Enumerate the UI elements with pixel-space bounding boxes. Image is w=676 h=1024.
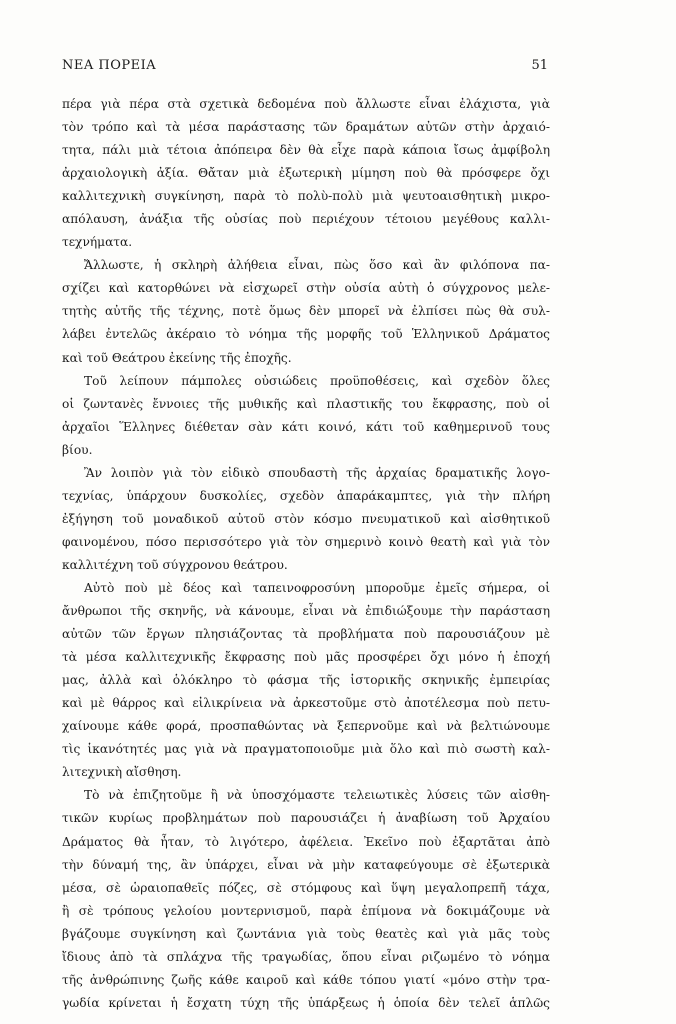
text-line: τὰ μέσα καλλιτεχνικῆς ἔκφρασης ποὺ μᾶς προσφέρει ὄχι μόνο ἡ ἐποχή bbox=[62, 650, 550, 665]
text-line: Τοῦ λείπουν πάμπολες οὐσιώδεις προϋποθέσεις, καὶ σχεδὸν ὅλες bbox=[84, 373, 550, 388]
running-head: ΝΕΑ ΠΟΡΕΙΑ bbox=[62, 58, 157, 73]
text-line: λάβει ἐντελῶς ἀκέραιο τὸ νόημα τῆς μορφῆς τοῦ Ἑλληνικοῦ Δράματος bbox=[62, 327, 550, 342]
page-number: 51 bbox=[531, 58, 548, 73]
text-line: βίου. bbox=[62, 442, 93, 457]
text-line: καλλιτέχνη τοῦ σύγχρονου θεάτρου. bbox=[62, 557, 288, 572]
text-line: λιτεχνικὴ αἴσθηση. bbox=[62, 765, 182, 780]
text-line: τητὴς αὐτῆς τῆς τέχνης, ποτὲ ὅμως δὲν μπορεῖ νὰ ἐλπίσει πὼς θὰ συλ- bbox=[62, 304, 550, 319]
text-line: τικῶν κυρίως προβλημάτων ποὺ παρουσιάζει ἡ ἀναβίωση τοῦ Ἀρχαίου bbox=[62, 811, 550, 826]
text-line: χαίνουμε κάθε φορά, προσπαθώντας νὰ ξεπερνοῦμε καὶ νὰ βελτιώνουμε bbox=[62, 719, 550, 734]
text-line: καὶ μὲ θάρρος καὶ εἰλικρίνεια νὰ ἀρκεστοῦμε στὸ ἀποτέλεσμα ποὺ πετυ- bbox=[62, 696, 550, 711]
text-line: Δράματος θὰ ἦταν, τὸ λιγότερο, ἀφέλεια. Ἐκεῖνο ποὺ ἐξαρτᾶται ἀπὸ bbox=[62, 834, 550, 849]
text-line: τεχνίας, ὑπάρχουν δυσκολίες, σχεδὸν ἀπαράκαμπτες, γιὰ τὴν πλήρη bbox=[62, 488, 550, 503]
text-line: Αὐτὸ ποὺ μὲ δέος καὶ ταπεινοφροσύνη μποροῦμε ἐμεῖς σήμερα, οἱ bbox=[84, 580, 550, 595]
text-line: ἐξήγηση τοῦ μοναδικοῦ αὐτοῦ στὸν κόσμο πνευματικοῦ καὶ αἰσθητικοῦ bbox=[62, 511, 550, 526]
text-line: καὶ τοῦ Θεάτρου ἐκείνης τῆς ἐποχῆς. bbox=[62, 350, 292, 365]
text-line: απόλαυση, ἀνάξια τῆς οὐσίας ποὺ περιέχουν τέτοιου μεγέθους καλλι- bbox=[62, 212, 550, 227]
text-line: πέρα γιὰ πέρα στὰ σχετικὰ δεδομένα ποὺ ἄλλωστε εἶναι ἐλάχιστα, γιὰ bbox=[62, 97, 550, 111]
text-line: τὴν δύναμή της, ἂν ὑπάρχει, εἶναι νὰ μὴν καταφεύγουμε σὲ ἐξωτερικὰ bbox=[62, 857, 550, 872]
text-line: τῆς ἀνθρώπινης ζωῆς κάθε καιροῦ καὶ κάθε τόπου γιατί «μόνο στὴν τρα- bbox=[62, 972, 550, 987]
text-line: ἴδιους ἀπὸ τὰ σπλάχνα τῆς τραγωδίας, ὅπου εἶναι ριζωμένο τὸ νόημα bbox=[62, 949, 550, 964]
text-line: γωδία κρίνεται ἡ ἔσχατη τύχη τῆς ὑπάρξεως ἡ ὁποία δὲν τελεῖ ἁπλῶς bbox=[62, 995, 550, 1010]
body-text bbox=[62, 93, 550, 1015]
text-line: Ἄλλωστε, ἡ σκληρὴ ἀλήθεια εἶναι, πὼς ὅσο καὶ ἂν φιλόπονα πα- bbox=[84, 258, 550, 273]
text-line: βγάζουμε συγκίνηση καὶ ζωντάνια γιὰ τοὺς θεατὲς καὶ γιὰ μᾶς τοὺς bbox=[62, 926, 550, 941]
text-line: Ἂν λοιπὸν γιὰ τὸν εἰδικὸ σπουδαστὴ τῆς ἀρχαίας δραματικῆς λογο- bbox=[84, 465, 550, 480]
text-line: Τὸ νὰ ἐπιζητοῦμε ἢ νὰ ὑποσχόμαστε τελειωτικὲς λύσεις τῶν αἰσθη- bbox=[84, 788, 550, 803]
text-line: ἄνθρωποι τῆς σκηνῆς, νὰ κάνουμε, εἶναι νὰ ἐπιδιώξουμε τὴν παράσταση bbox=[62, 604, 550, 619]
text-line: τὶς ἱκανότητές μας γιὰ νὰ πραγματοποιοῦμε μιὰ ὅλο καὶ πιὸ σωστὴ καλ- bbox=[62, 742, 550, 757]
text-line: ἢ σὲ τρόπους γελοίου μοντερνισμοῦ, παρὰ ἐπίμονα νὰ δοκιμάζουμε νὰ bbox=[62, 903, 550, 918]
text-line: οἱ ζωντανὲς ἔννοιες τῆς μυθικῆς καὶ πλαστικῆς του ἔκφρασης, ποὺ οἱ bbox=[62, 396, 550, 411]
page-header bbox=[62, 58, 548, 80]
text-line: καλλιτεχνικὴ συγκίνηση, παρὰ τὸ πολὺ-πολὺ μιὰ ψευτοαισθητικὴ μικρο- bbox=[62, 189, 550, 204]
text-line: τεχνήματα. bbox=[62, 235, 133, 250]
text-line: μέσα, σὲ ὡραιοπαθεῖς πόζες, σὲ στόμφους καὶ ὕψη μεγαλοπρεπῆ τάχα, bbox=[62, 880, 550, 895]
text-line: αὐτῶν τῶν ἔργων πλησιάζοντας τὰ προβλήματα ποὺ παρουσιάζουν μὲ bbox=[62, 627, 550, 642]
text-line: τὸν τρόπο καὶ τὰ μέσα παράστασης τῶν δραμάτων αὐτῶν στὴν ἀρχαιό- bbox=[62, 120, 550, 135]
text-line: τητα, πάλι μιὰ τέτοια ἀπόπειρα δὲν θὰ εἶχε παρὰ κάποια ἴσως ἀμφίβολη bbox=[62, 143, 550, 158]
text-line: μας, ἀλλὰ καὶ ὁλόκληρο τὸ φάσμα τῆς ἱστορικῆς σκηνικῆς ἐμπειρίας bbox=[62, 673, 550, 688]
text-line: σχίζει καὶ κατορθώνει νὰ εἰσχωρεῖ στὴν οὐσία αὐτὴ ὁ σύγχρονος μελε- bbox=[62, 281, 550, 296]
text-line: ἀρχαιολογικὴ ἀξία. Θἄταν μιὰ ἐξωτερικὴ μίμηση ποὺ θὰ πρόσφερε ὄχι bbox=[62, 166, 550, 181]
text-line: φαινομένου, πόσο περισσότερο γιὰ τὸν σημερινὸ κοινὸ θεατὴ καὶ γιὰ τὸν bbox=[62, 534, 550, 549]
text-line: ἀρχαῖοι Ἕλληνες διέθεταν σὰν κάτι κοινό, κάτι τοῦ καθημερινοῦ τους bbox=[62, 419, 550, 434]
